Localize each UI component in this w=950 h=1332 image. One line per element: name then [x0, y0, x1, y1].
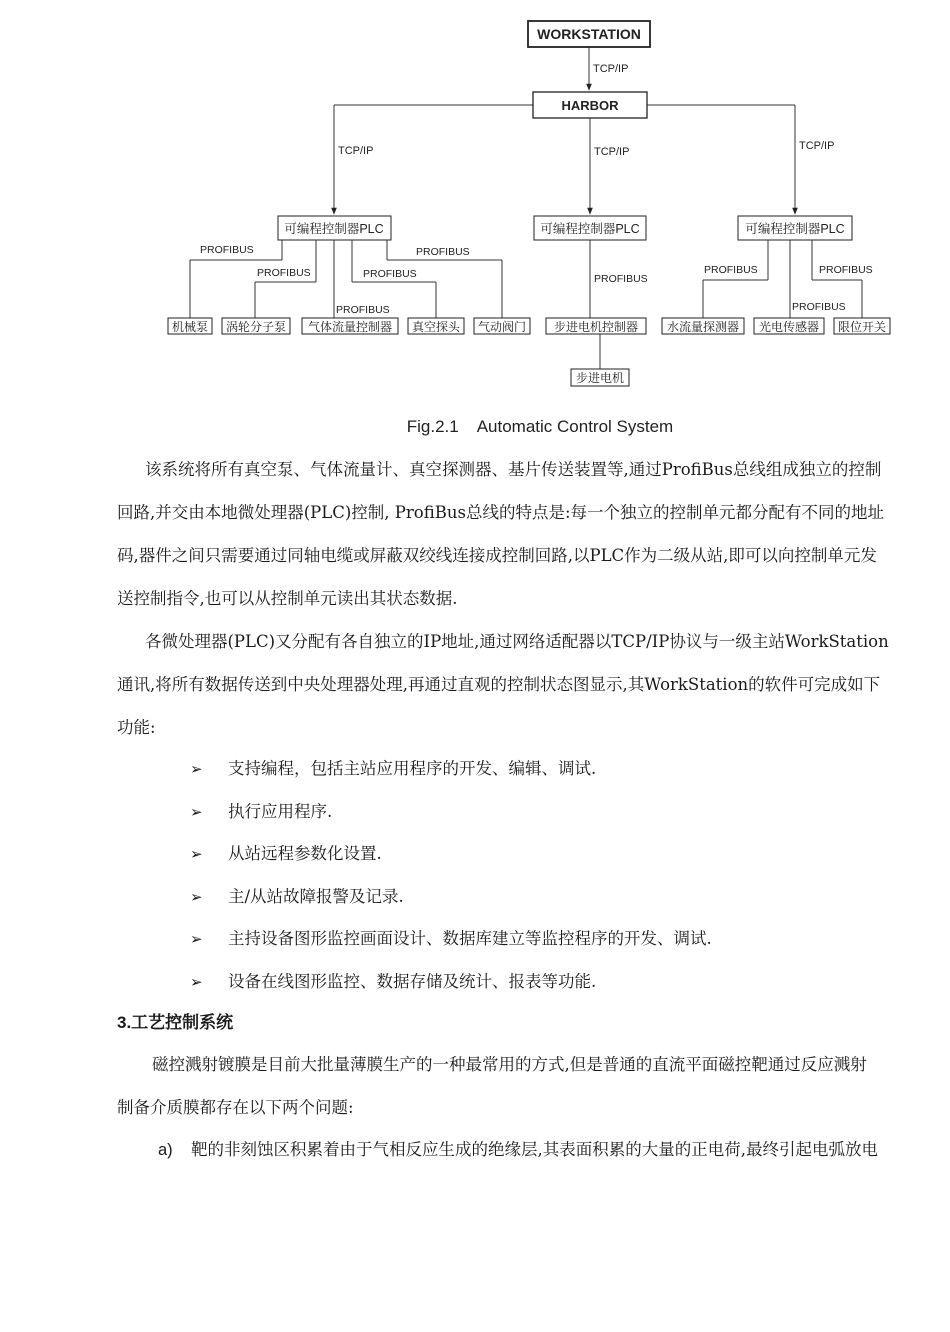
profibus-label-r2: PROFIBUS — [792, 301, 846, 313]
list-item-text: 执行应用程序. — [228, 801, 333, 821]
list-item — [190, 791, 712, 834]
device-label: 水流量探测器 — [666, 320, 740, 334]
arrow-bullet-icon: ➢ — [190, 930, 203, 948]
harbor-label: HARBOR — [561, 98, 619, 113]
paragraph-line: 该系统将所有真空泵、气体流量计、真空探测器、基片传送装置等,通过ProfiBus总线组成独立的控制 — [145, 460, 882, 479]
tcp-label-right: TCP/IP — [799, 140, 835, 152]
paragraph-line: 通讯,将所有数据传送到中央处理器处理,再通过直观的控制状态图显示,其WorkStation的软件可完成如下 — [117, 675, 881, 694]
paragraph-line: 磁控溅射镀膜是目前大批量薄膜生产的一种最常用的方式,但是普通的直流平面磁控靶通过反应溅射 — [152, 1055, 867, 1074]
motor-label: 步进电机 — [575, 371, 625, 385]
list-item-text: 设备在线图形监控、数据存储及统计、报表等功能. — [228, 971, 597, 991]
device-label: 机械泵 — [171, 320, 209, 334]
list-item-text: 支持编程，包括主站应用程序的开发、编辑、调试. — [228, 759, 597, 778]
arrow-bullet-icon: ➢ — [190, 760, 203, 778]
paragraph-1 — [117, 448, 950, 620]
tcp-label-mid: TCP/IP — [594, 146, 630, 158]
paragraph-line: 回路,并交由本地微处理器(PLC)控制, ProfiBus总线的特点是:每一个独立的控制单元都分配有不同的地址 — [117, 503, 885, 522]
list-item — [190, 748, 712, 791]
function-list — [190, 748, 712, 1003]
device-label: 涡轮分子泵 — [225, 320, 287, 334]
section-heading: 3.工艺控制系统 — [117, 1013, 234, 1032]
list-item — [190, 918, 712, 961]
arrow-bullet-icon: ➢ — [190, 972, 203, 991]
item-label: a) — [158, 1141, 173, 1159]
device-label: 限位开关 — [837, 320, 887, 334]
profibus-label-r3: PROFIBUS — [819, 264, 873, 276]
list-item — [190, 961, 712, 1004]
list-item-text: 主持设备图形监控画面设计、数据库建立等监控程序的开发、调试. — [228, 929, 712, 948]
paragraph-line: 各微处理器(PLC)又分配有各自独立的IP地址,通过网络适配器以TCP/IP协议与一级主站WorkStation — [145, 632, 889, 651]
device-label: 气体流量控制器 — [307, 320, 393, 334]
plc-label-left: 可编程控制器PLC — [284, 222, 384, 236]
profibus-label-l4: PROFIBUS — [363, 268, 417, 280]
control-system-diagram — [0, 0, 950, 400]
paragraph-line: 功能: — [117, 718, 156, 737]
paragraph-line: 制备介质膜都存在以下两个问题: — [117, 1098, 354, 1117]
plc-label-right: 可编程控制器PLC — [745, 222, 845, 236]
device-label: 光电传感器 — [758, 320, 820, 334]
list-item-a — [158, 1133, 878, 1167]
item-text: 靶的非刻蚀区积累着由于气相反应生成的绝缘层,其表面积累的大量的正电荷,最终引起电弧放电 — [191, 1140, 878, 1159]
device-label: 步进电机控制器 — [553, 320, 639, 334]
paragraph-line: 码,器件之间只需要通过同轴电缆或屏蔽双绞线连接成控制回路,以PLC作为二级从站,即可以向控制单元发 — [117, 546, 877, 565]
arrow-bullet-icon: ➢ — [190, 887, 203, 906]
tcp-label-top: TCP/IP — [593, 63, 629, 75]
arrow-bullet-icon: ➢ — [190, 845, 203, 863]
profibus-label-l2: PROFIBUS — [257, 267, 311, 279]
list-item — [190, 833, 712, 876]
profibus-label-l1: PROFIBUS — [200, 244, 254, 256]
figure-caption: Fig.2.1 Automatic Control System — [406, 417, 674, 436]
paragraph-line: 送控制指令,也可以从控制单元读出其状态数据. — [117, 589, 458, 608]
tcp-label-left: TCP/IP — [338, 145, 374, 157]
profibus-label-l5: PROFIBUS — [416, 246, 470, 258]
list-item-text: 从站远程参数化设置. — [228, 844, 382, 863]
profibus-label-l3: PROFIBUS — [336, 304, 390, 316]
profibus-label-m1: PROFIBUS — [594, 273, 648, 285]
profibus-label-r1: PROFIBUS — [704, 264, 758, 276]
device-label: 气动阀门 — [477, 320, 527, 334]
list-item — [190, 876, 712, 919]
arrow-bullet-icon: ➢ — [190, 802, 203, 821]
workstation-label: WORKSTATION — [537, 26, 641, 42]
list-item-text: 主/从站故障报警及记录. — [228, 886, 404, 906]
paragraph-3 — [117, 1043, 950, 1129]
device-label: 真空探头 — [411, 320, 461, 334]
paragraph-2 — [117, 620, 950, 749]
plc-label-mid: 可编程控制器PLC — [540, 222, 640, 236]
